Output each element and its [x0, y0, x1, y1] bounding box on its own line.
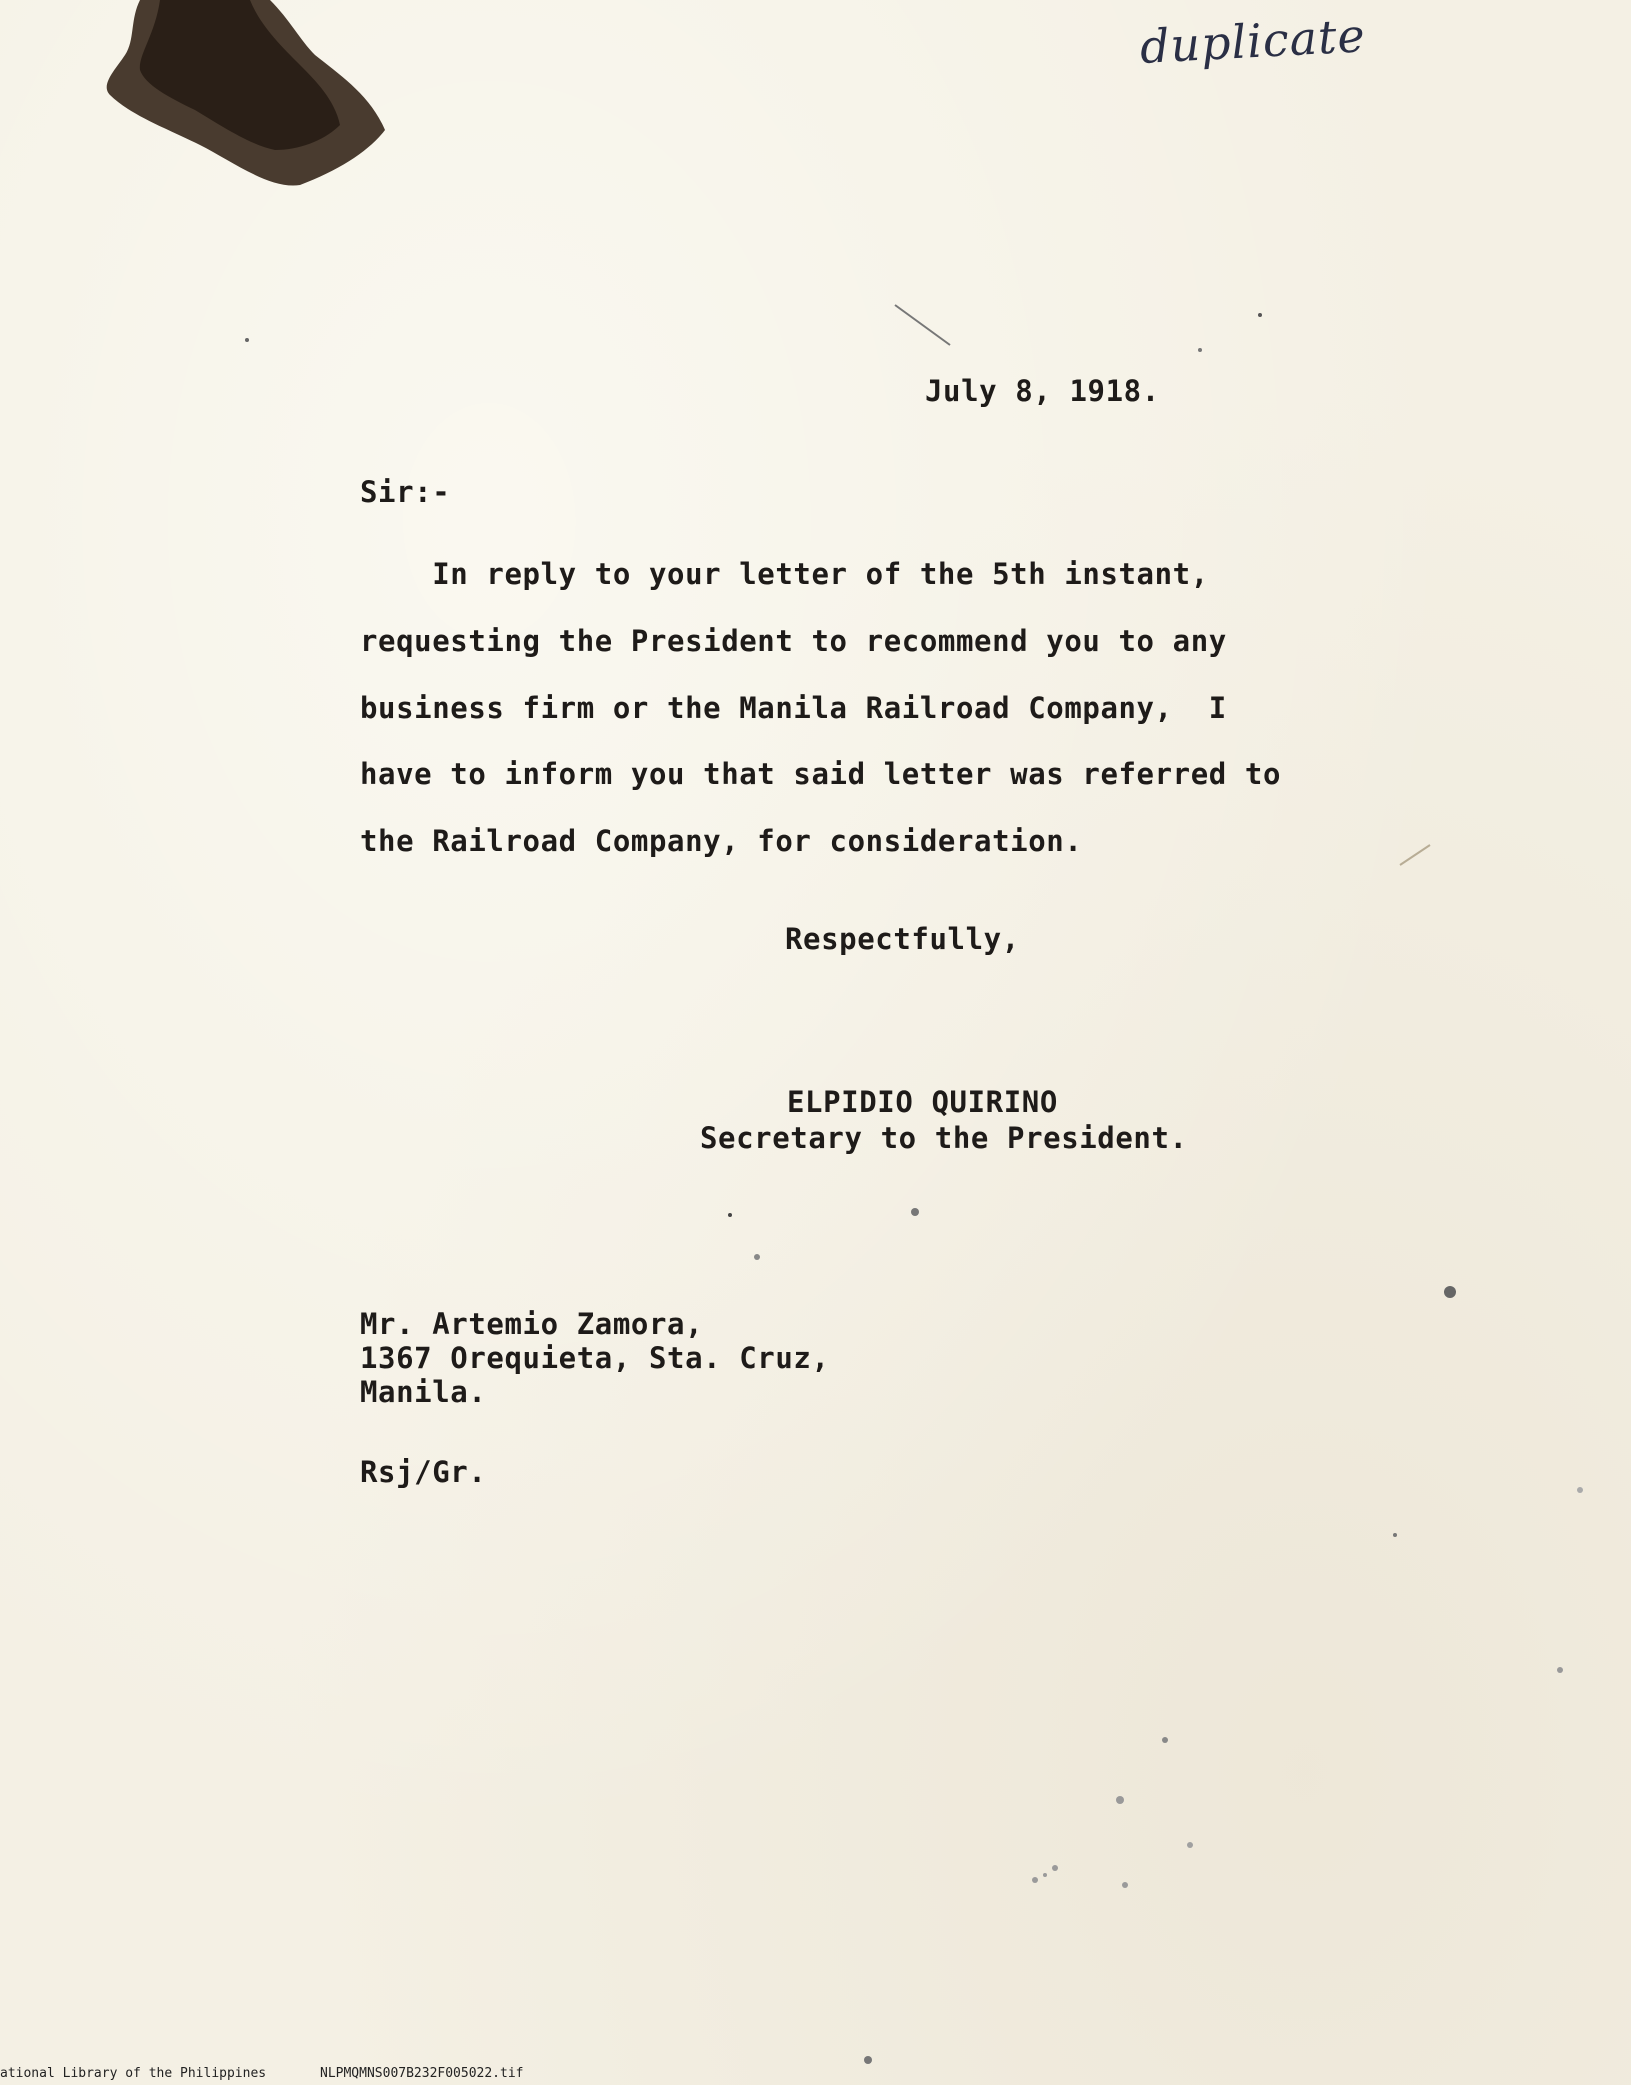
reference-initials: Rsj/Gr.	[360, 1455, 487, 1489]
signatory-title: Secretary to the President.	[700, 1121, 1188, 1155]
body-line-5: the Railroad Company, for consideration.	[360, 824, 1083, 858]
body-line-3: business firm or the Manila Railroad Company, I	[360, 691, 1227, 725]
letter-date: July 8, 1918.	[925, 374, 1160, 408]
footer-filename: NLPMQMNS007B232F005022.tif	[320, 2066, 524, 2081]
body-line-2: requesting the President to recommend you to any	[360, 624, 1227, 658]
body-line-4: have to inform you that said letter was referred to	[360, 757, 1282, 791]
recipient-line-2: 1367 Orequieta, Sta. Cruz,	[360, 1341, 830, 1375]
recipient-line-3: Manila.	[360, 1375, 487, 1409]
footer-institution: ational Library of the Philippines	[0, 2066, 267, 2081]
signatory-name: ELPIDIO QUIRINO	[787, 1085, 1058, 1119]
body-line-1: In reply to your letter of the 5th instant,	[360, 557, 1209, 591]
recipient-line-1: Mr. Artemio Zamora,	[360, 1307, 704, 1341]
handwritten-annotation: duplicate	[1138, 8, 1367, 74]
closing: Respectfully,	[785, 922, 1020, 956]
salutation: Sir:-	[360, 475, 451, 509]
